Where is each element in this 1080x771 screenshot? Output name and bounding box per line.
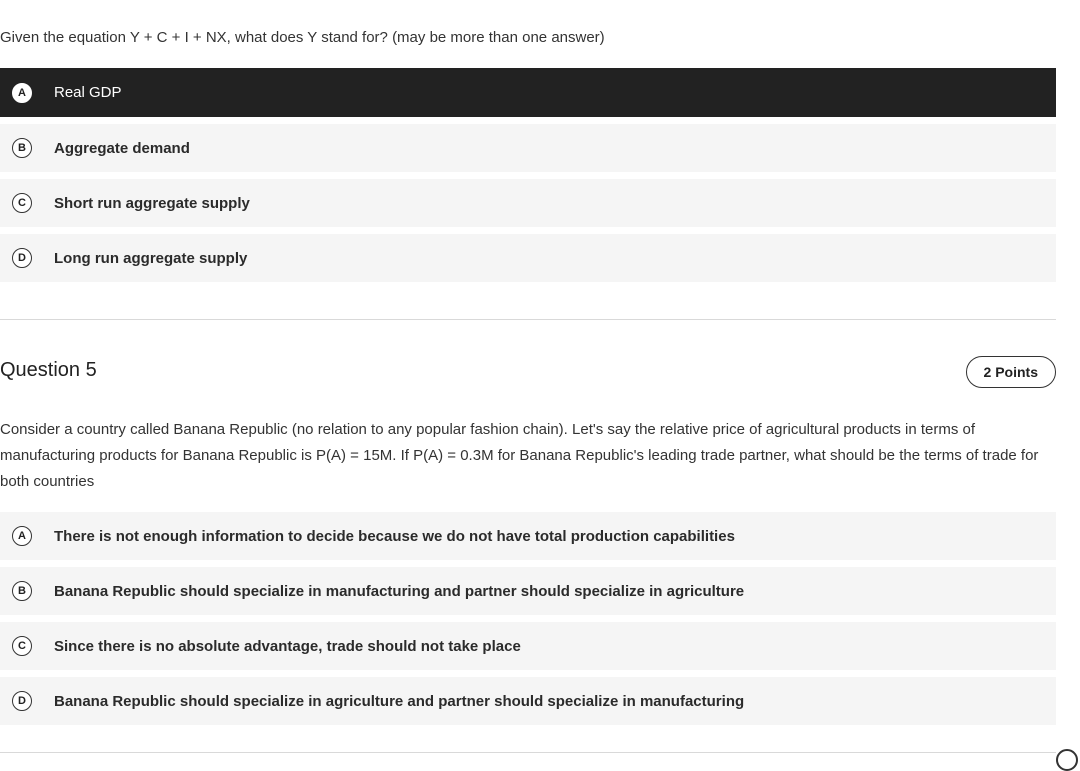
q4-option-b[interactable] (0, 124, 1056, 172)
help-icon[interactable] (1056, 749, 1078, 771)
q5-option-a[interactable] (0, 512, 1056, 560)
option-letter-badge: A (12, 83, 32, 103)
question-5-prompt: Consider a country called Banana Republic (no relation to any popular fashion chain). Let's say the relative price of agricultural products in terms of manufacturing products for Banana Republic is P(A) = 15M. If P(A) = 0.3M for Banana Republic's leading trade partner, what should be the terms of trade for both countries (0, 421, 1039, 490)
option-letter-badge: D (12, 248, 32, 268)
q4-option-c[interactable] (0, 179, 1056, 227)
option-letter-badge: B (12, 138, 32, 158)
option-letter-badge: C (12, 636, 32, 656)
question-5-options (0, 512, 1056, 732)
option-letter-badge: A (12, 526, 32, 546)
option-label: Real GDP (54, 84, 122, 101)
option-label: Aggregate demand (54, 139, 190, 157)
option-label: Banana Republic should specialize in manufacturing and partner should specialize in agriculture (54, 582, 745, 600)
option-letter-badge: B (12, 581, 32, 601)
option-label: Banana Republic should specialize in agriculture and partner should specialize in manufacturing (54, 692, 745, 710)
option-label: Since there is no absolute advantage, trade should not take place (54, 637, 521, 655)
q5-option-d[interactable] (0, 677, 1056, 725)
section-divider (0, 319, 1056, 320)
question-5-title: Question 5 (0, 359, 97, 381)
option-letter-badge: D (12, 691, 32, 711)
points-badge: 2 Points (966, 356, 1056, 388)
option-label: Long run aggregate supply (54, 249, 248, 267)
q5-option-b[interactable] (0, 567, 1056, 615)
q4-option-a[interactable] (0, 68, 1056, 117)
question-4-options (0, 68, 1056, 289)
q4-option-d[interactable] (0, 234, 1056, 282)
option-letter-badge: C (12, 193, 32, 213)
option-label: Short run aggregate supply (54, 194, 250, 212)
question-4-prompt: Given the equation Y + C + I + NX, what does Y stand for? (may be more than one answer) (0, 29, 605, 46)
q5-option-c[interactable] (0, 622, 1056, 670)
option-label: There is not enough information to decide because we do not have total production capabilities (54, 527, 735, 545)
section-divider (0, 752, 1056, 753)
